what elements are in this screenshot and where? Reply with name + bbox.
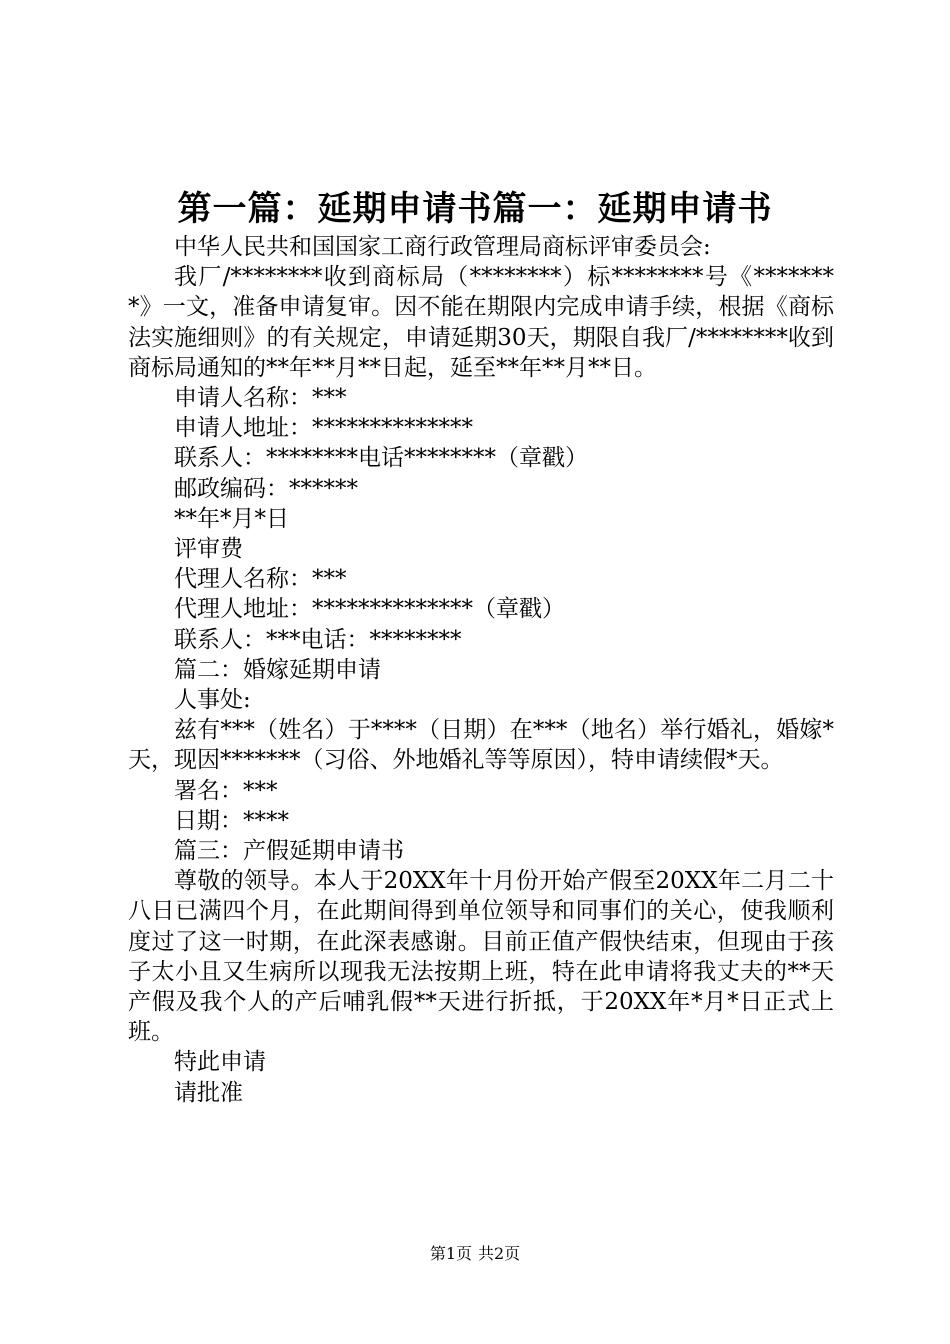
paragraph-contact: 联系人：********电话********（章戳）: [174, 445, 588, 472]
paragraph-signature-date: 日期：****: [174, 807, 289, 834]
paragraph-hr-addressee: 人事处:: [174, 687, 251, 714]
paragraph-applicant-address: 申请人地址：**************: [174, 415, 473, 442]
paragraph-maternity-leave-body: 尊敬的领导。本人于20XX年十月份开始产假至20XX年二月二十八日已满四个月，在此期间得到单位领导和同事们的关心，使我顺利度过了这一时期，在此深表感谢。目前正值产假快结束，但现由于孩子太小且又生病所以现我无法按期上班，特在此申请将我丈夫的**天产假及我个人的产后哺乳假**天进行折抵，于20XX年*月*日正式上班。: [128, 868, 834, 1046]
paragraph-agent-address: 代理人地址：**************（章戳）: [174, 596, 565, 623]
paragraph-review-fee: 评审费: [174, 536, 243, 563]
paragraph-date: **年*月*日: [174, 505, 289, 532]
paragraph-signature: 署名：***: [174, 777, 278, 804]
paragraph-marriage-leave-body: 兹有***（姓名）于****（日期）在***（地名）举行婚礼，婚嫁*天，现因*******（习俗、外地婚礼等等原因），特申请续假*天。: [128, 717, 834, 774]
paragraph-postal-code: 邮政编码：******: [174, 475, 358, 502]
paragraph-request-body: 我厂/********收到商标局（********）标********号《********》一文，准备申请复审。因不能在期限内完成申请手续，根据《商标法实施细则》的有关规定，申请延期30天，期限自我厂/********收到商标局通知的**年**月**日起，延至**年**月**日。: [128, 264, 834, 381]
paragraph-applicant-name: 申请人名称：***: [174, 385, 347, 412]
document-title: 第一篇：延期申请书篇一：延期申请书: [177, 189, 773, 229]
page-number-current: 第1页: [429, 1244, 472, 1263]
section-heading-3: 篇三：产假延期申请书: [174, 838, 404, 865]
paragraph-agent-contact: 联系人：***电话：********: [174, 626, 462, 653]
section-heading-2: 篇二：婚嫁延期申请: [174, 656, 381, 683]
page-footer: [0, 1243, 950, 1265]
paragraph-addressee: 中华人民共和国国家工商行政管理局商标评审委员会:: [174, 234, 711, 260]
paragraph-closing-approval: 请批准: [174, 1079, 243, 1106]
page-number-total: 共2页: [478, 1244, 521, 1263]
paragraph-closing-request: 特此申请: [174, 1049, 266, 1076]
paragraph-agent-name: 代理人名称：***: [174, 566, 347, 593]
document-body: [128, 232, 834, 1108]
